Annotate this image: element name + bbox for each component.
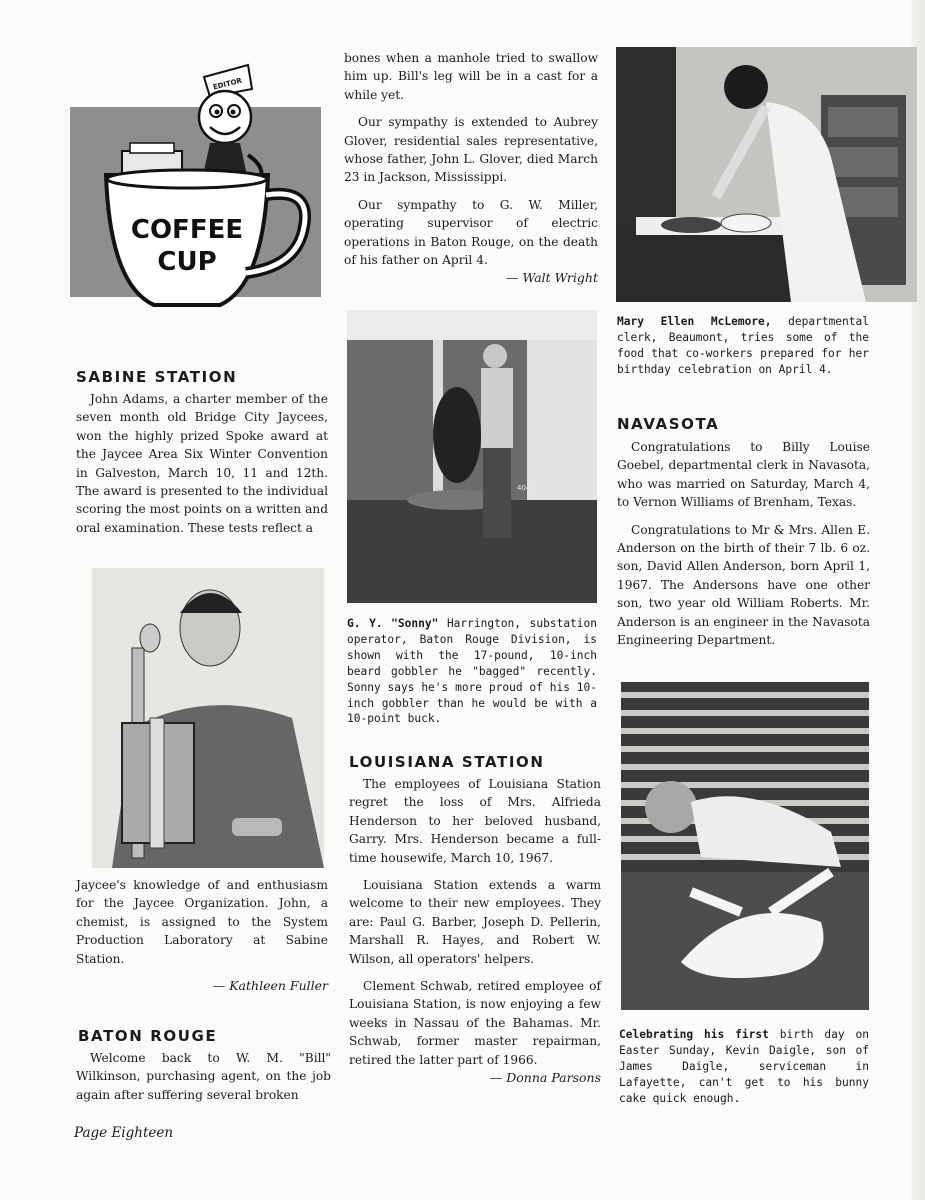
sabine-paragraph-2: Jaycee's knowledge of and enthusiasm for the Jaycee Organization. John, a chemist, is assigned to the System Production Laboratory at Sabine Station. xyxy=(76,878,328,966)
john-adams-trophy-photo xyxy=(92,568,324,868)
baton-rouge-paragraph-1: Welcome back to W. M. "Bill" Wilkinson, purchasing agent, on the job again after suffering several broken xyxy=(76,1051,331,1102)
logo-title-line2: CUP xyxy=(157,247,217,277)
louisiana-paragraph-3: Clement Schwab, retired employee of Louisiana Station, is now enjoying a few weeks in Nassau of the Bahamas. Mr. Schwab, former master repairman, retired the latter part of 1966. xyxy=(349,979,601,1067)
coffee-cup-logo xyxy=(70,55,322,315)
sonny-caption-name: G. Y. "Sonny" xyxy=(347,617,439,630)
baton-rouge-paragraph-3: Our sympathy to G. W. Miller, operating supervisor of electric operations in Baton Rouge, on the death of his father on April 4. xyxy=(344,197,598,268)
baton-rouge-paragraph-1-cont: bones when a manhole tried to swallow him up. Bill's leg will be in a cast for a while yet. xyxy=(344,51,598,102)
kevin-caption-name: Celebrating his first xyxy=(619,1028,769,1041)
louisiana-heading: LOUISIANA STATION xyxy=(349,753,545,771)
navasota-paragraph-1: Congratulations to Billy Louise Goebel, departmental clerk in Navasota, who was married on Saturday, March 4, to Vernon Williams of Brenham, Texas. xyxy=(617,440,870,510)
louisiana-story xyxy=(349,775,601,1088)
sabine-story-part1 xyxy=(76,390,328,546)
louisiana-paragraph-2: Louisiana Station extends a warm welcome to their new employees. They are: Paul G. Barber, Joseph D. Pellerin, Marshall R. Hayes, and Robert W. Wilson, all operators' helpers. xyxy=(349,878,601,966)
mary-ellen-caption xyxy=(617,314,869,378)
page-number: Page Eighteen xyxy=(74,1125,174,1141)
kevin-daigle-bunny-cake-photo xyxy=(621,682,869,1010)
sonny-caption xyxy=(347,616,597,727)
sabine-byline: — Kathleen Fuller xyxy=(212,978,328,994)
sonny-harrington-turkey-photo xyxy=(347,310,597,603)
kevin-caption-text: birth day on Easter Sunday, Kevin Daigle, son of James Daigle, serviceman in Lafayette, can't get to his bunny cake quick enough. xyxy=(619,1028,869,1105)
louisiana-byline: — Donna Parsons xyxy=(489,1070,601,1086)
navasota-story xyxy=(617,438,870,658)
mary-caption-name: Mary Ellen McLemore, xyxy=(617,315,772,328)
sabine-paragraph-1: John Adams, a charter member of the seven month old Bridge City Jaycees, won the highly prized Spoke award at the Jaycee Area Six Winter Convention in Galveston, March 10, 11 and 12th. The award is presented to the individual scoring the most points on a written and oral examination. These tests reflect a xyxy=(76,392,328,535)
navasota-heading: NAVASOTA xyxy=(617,415,720,433)
editor-hat-label: EDITOR xyxy=(212,76,243,92)
baton-rouge-heading: BATON ROUGE xyxy=(78,1027,218,1045)
baton-rouge-story-start xyxy=(76,1049,331,1113)
navasota-paragraph-2: Congratulations to Mr & Mrs. Allen E. Anderson on the birth of their 7 lb. 6 oz. son, David Allen Anderson, born April 1, 1967. The Andersons have one other son, two year old William Roberts. Mr. Anderson is an engineer in the Navasota Engineering Department. xyxy=(617,522,870,648)
logo-title-line1: COFFEE xyxy=(130,215,244,245)
baton-rouge-paragraph-2: Our sympathy is extended to Aubrey Glover, residential sales representative, whose father, John L. Glover, died March 23 in Jackson, Mississippi. xyxy=(344,115,598,185)
baton-rouge-byline: — Walt Wright xyxy=(505,270,598,286)
baton-rouge-story-cont xyxy=(344,49,598,288)
mary-caption-text: departmental clerk, Beaumont, tries some of the food that co-workers prepared for her birthday celebration on April 4. xyxy=(617,315,869,376)
sonny-caption-text: Harrington, substation operator, Baton Rouge Division, is shown with the 17-pound, 10-inch beard gobbler he "bagged" recently. Sonny says he's more proud of his 10-inch gobbler than he would be with a 10-point buck. xyxy=(347,617,597,726)
house-number-404: 404 xyxy=(517,484,531,492)
louisiana-paragraph-1: The employees of Louisiana Station regret the loss of Mrs. Alfrieda Henderson to her beloved husband, Garry. Mrs. Henderson became a full-time housewife, March 10, 1967. xyxy=(349,777,601,865)
kevin-caption xyxy=(619,1027,869,1107)
sabine-story-part2 xyxy=(76,876,328,995)
sabine-heading: SABINE STATION xyxy=(76,368,238,386)
mary-ellen-mclemore-photo xyxy=(616,47,917,302)
